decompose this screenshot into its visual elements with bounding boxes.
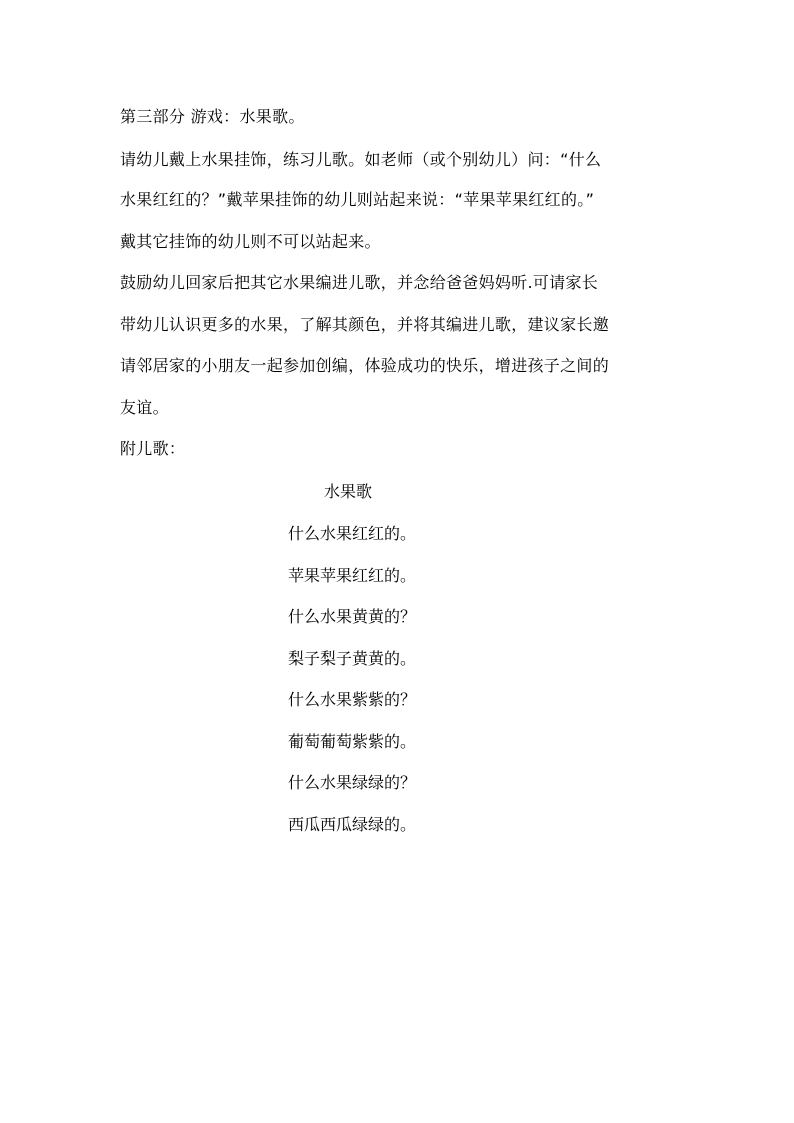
poem-line: 葡萄葡萄紫紫的。 [288, 732, 417, 751]
poem-line: 梨子梨子黄黄的。 [288, 649, 417, 668]
poem-line: 什么水果紫紫的？ [288, 690, 417, 709]
paragraph-1-line-2: 水果红红的？”戴苹果挂饰的幼儿则站起来说：“苹果苹果红红的。” [120, 190, 595, 209]
appendix-label: 附儿歌： [120, 439, 186, 458]
paragraph-1-line-3: 戴其它挂饰的幼儿则不可以站起来。 [120, 232, 381, 251]
paragraph-2-line-4: 友谊。 [120, 398, 169, 417]
paragraph-2-line-3: 请邻居家的小朋友一起参加创编，体验成功的快乐，增进孩子之间的 [120, 356, 610, 375]
poem-line: 苹果苹果红红的。 [288, 566, 417, 585]
paragraph-1-line-1: 请幼儿戴上水果挂饰，练习儿歌。如老师（或个别幼儿）问：“什么 [120, 150, 602, 169]
poem-line: 什么水果绿绿的？ [288, 773, 417, 792]
paragraph-2-line-2: 带幼儿认识更多的水果，了解其颜色，并将其编进儿歌，建议家长邀 [120, 315, 610, 334]
paragraph-2-line-1: 鼓励幼儿回家后把其它水果编进儿歌，并念给爸爸妈妈听.可请家长 [120, 273, 599, 292]
poem-title: 水果歌 [324, 482, 373, 501]
section-heading: 第三部分 游戏：水果歌。 [120, 107, 305, 126]
poem-line: 什么水果黄黄的？ [288, 607, 417, 626]
poem-line: 西瓜西瓜绿绿的。 [288, 815, 417, 834]
poem-line: 什么水果红红的。 [288, 524, 417, 543]
